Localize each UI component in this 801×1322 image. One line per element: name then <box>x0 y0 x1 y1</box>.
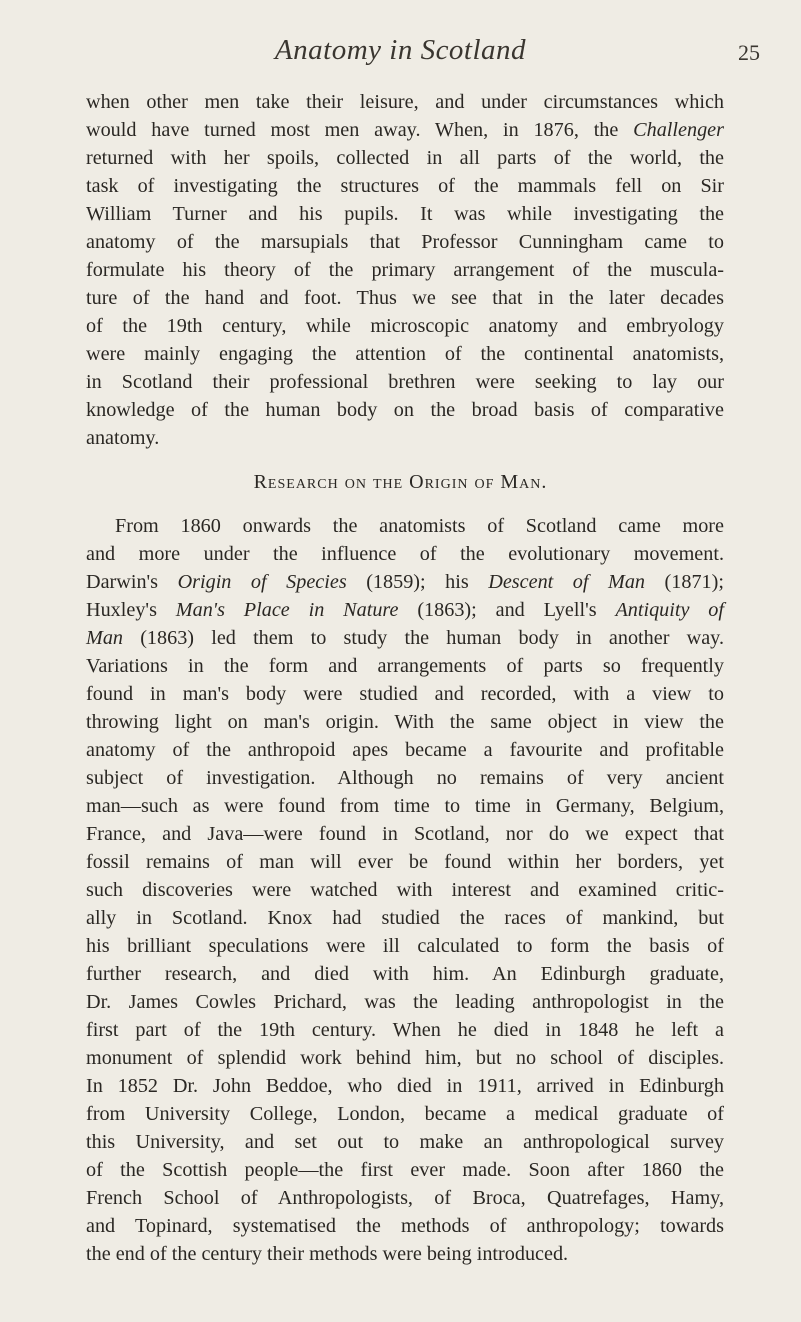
text-line: of the Scottish people—the first ever made. Soon after 1860 the <box>86 1159 724 1181</box>
text-line: task of investigating the structures of the mammals fell on Sir <box>86 175 724 197</box>
text-line: from University College, London, became a medical graduate of <box>86 1103 724 1125</box>
book-title: Man <box>86 627 124 649</box>
text-line: French School of Anthropologists, of Broca, Quatrefages, Hamy, <box>86 1187 724 1209</box>
text-line: the end of the century their methods were being introduced. <box>86 1243 569 1265</box>
text-line: man—such as were found from time to time in Germany, Belgium, <box>86 795 724 817</box>
text-line: From 1860 onwards the anatomists of Scotland came more <box>115 515 724 537</box>
text-line: further research, and died with him. An Edinburgh graduate, <box>86 963 724 985</box>
text-line: formulate his theory of the primary arrangement of the muscula- <box>86 259 724 281</box>
text-line: such discoveries were watched with interest and examined critic- <box>86 879 724 901</box>
text-line: Variations in the form and arrangements of parts so frequently <box>86 655 724 677</box>
text-line: in Scotland their professional brethren were seeking to lay our <box>86 371 724 393</box>
text-line: anatomy of the marsupials that Professor Cunningham came to <box>86 231 724 253</box>
text-line: first part of the 19th century. When he died in 1848 he left a <box>86 1019 724 1041</box>
text-line: anatomy. <box>86 427 160 449</box>
text-line: ture of the hand and foot. Thus we see that in the later decades <box>86 287 724 309</box>
text-line: were mainly engaging the attention of the continental anatomists, <box>86 343 724 365</box>
ship-name: Challenger <box>633 119 724 141</box>
text-line: this University, and set out to make an anthropological survey <box>86 1131 724 1153</box>
text-span: (1863); and Lyell's <box>398 599 616 621</box>
text-span: Darwin's <box>86 571 178 593</box>
text-line: returned with her spoils, collected in all parts of the world, the <box>86 147 724 169</box>
text-line: Dr. James Cowles Prichard, was the leading anthropologist in the <box>86 991 724 1013</box>
section-heading-text: Research on the Origin of Man. <box>253 471 548 493</box>
text-span: would have turned most men away. When, in 1876, the <box>86 119 634 141</box>
text-span: (1863) led them to study the human body in another way. <box>123 627 724 649</box>
text-line: when other men take their leisure, and under circumstances which <box>86 91 724 113</box>
text-line: and more under the influence of the evolutionary movement. <box>86 543 724 565</box>
text-line: of the 19th century, while microscopic anatomy and embryology <box>86 315 724 337</box>
book-title: Origin of Species <box>177 571 347 593</box>
text-line <box>86 596 724 624</box>
text-line: In 1852 Dr. John Beddoe, who died in 1911, arrived in Edinburgh <box>86 1075 724 1097</box>
text-line: his brilliant speculations were ill calculated to form the basis of <box>86 935 724 957</box>
section-heading <box>0 468 801 496</box>
text-line: and Topinard, systematised the methods of anthropology; towards <box>86 1215 724 1237</box>
running-title: Anatomy in Scotland <box>274 34 527 66</box>
book-title: Antiquity of <box>615 599 724 621</box>
book-title: Man's Place in Nature <box>175 599 399 621</box>
text-line <box>86 116 724 144</box>
text-line: throwing light on man's origin. With the same object in view the <box>86 711 724 733</box>
text-line: subject of investigation. Although no remains of very ancient <box>86 767 724 789</box>
text-line: William Turner and his pupils. It was while investigating the <box>86 203 724 225</box>
text-line: knowledge of the human body on the broad basis of comparative <box>86 399 724 421</box>
text-line <box>86 568 724 596</box>
text-line: found in man's body were studied and recorded, with a view to <box>86 683 724 705</box>
book-title: Descent of Man <box>488 571 646 593</box>
text-line: monument of splendid work behind him, but no school of disciples. <box>86 1047 724 1069</box>
text-span: (1871); <box>645 571 724 593</box>
text-line: ally in Scotland. Knox had studied the races of mankind, but <box>86 907 724 929</box>
text-line: France, and Java—were found in Scotland, nor do we expect that <box>86 823 724 845</box>
page-number: 25 <box>738 40 760 65</box>
text-span: (1859); his <box>346 571 489 593</box>
text-line <box>86 624 724 652</box>
text-span: Huxley's <box>86 599 176 621</box>
text-line: anatomy of the anthropoid apes became a favourite and profitable <box>86 739 724 761</box>
text-line: fossil remains of man will ever be found within her borders, yet <box>86 851 724 873</box>
